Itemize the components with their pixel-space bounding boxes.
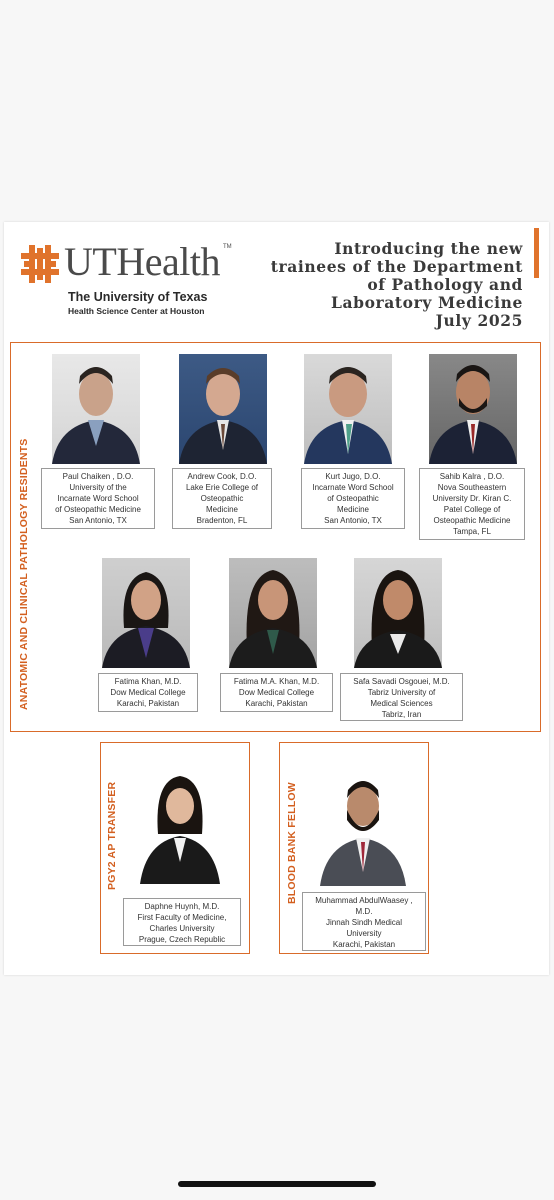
trainee-detail: Karachi, Pakistan <box>245 699 308 708</box>
trainee-photo <box>52 354 140 464</box>
trainee-detail: University of the <box>69 483 127 492</box>
trainee-caption <box>302 892 426 951</box>
trainee-detail: First Faculty of Medicine, <box>137 913 227 922</box>
trainee-detail: Jinnah Sindh Medical <box>325 918 403 927</box>
section-label-pgy2: PGY2 AP TRANSFER <box>106 781 118 890</box>
title-line: trainees of the Department <box>270 257 523 276</box>
trainee-name: Daphne Huynh, M.D. <box>144 902 220 911</box>
trainee-name: Fatima Khan, M.D. <box>114 677 182 686</box>
trainee-detail: M.D. <box>355 907 373 916</box>
home-indicator[interactable] <box>178 1181 376 1187</box>
trainee-detail: of Osteopathic Medicine <box>55 505 141 514</box>
trainee-detail: San Antonio, TX <box>69 516 127 525</box>
trainee-name: Sahib Kalra , D.O. <box>439 472 505 481</box>
trainee-detail: Lake Erie College of <box>185 483 259 492</box>
trainee-detail: Tampa, FL <box>453 527 491 536</box>
title-line: July 2025 <box>435 311 523 330</box>
trainee-detail: University Dr. Kiran C. <box>432 494 512 503</box>
logo-trademark: TM <box>223 244 232 250</box>
trainee-name: Paul Chaiken , D.O. <box>62 472 134 481</box>
trainee-detail: University <box>346 929 382 938</box>
section-label-ap-cp: ANATOMIC AND CLINICAL PATHOLOGY RESIDENTS <box>18 438 30 710</box>
trainee-caption <box>172 468 272 529</box>
center-name: Health Science Center at Houston <box>68 306 205 316</box>
trainee-caption <box>98 673 198 712</box>
trainee-caption <box>301 468 405 529</box>
trainee-photo <box>354 558 442 668</box>
trainee-photo <box>320 772 406 886</box>
trainee-detail: Bradenton, FL <box>196 516 248 525</box>
trainee-detail: San Antonio, TX <box>324 516 382 525</box>
uthealth-logo-icon <box>21 245 59 283</box>
trainee-caption <box>419 468 525 540</box>
trainee-name: Muhammad AbdulWaasey , <box>315 896 413 905</box>
trainee-detail: Patel College of <box>443 505 501 514</box>
trainee-caption <box>220 673 333 712</box>
trainee-photo <box>229 558 317 668</box>
trainee-caption <box>123 898 241 946</box>
trainee-detail: Medicine <box>336 505 369 514</box>
university-name: The University of Texas <box>68 290 208 304</box>
trainee-detail: Incarnate Word School <box>57 494 139 503</box>
trainee-detail: Osteopathic Medicine <box>433 516 511 525</box>
trainee-caption <box>340 673 463 721</box>
title-line: of Pathology and <box>367 275 523 294</box>
title-line: Introducing the new <box>334 239 523 258</box>
trainee-caption <box>41 468 155 529</box>
logo-wordmark: UTHealth <box>64 239 220 284</box>
trainee-detail: Medicine <box>205 505 238 514</box>
section-label-blood-bank: BLOOD BANK FELLOW <box>286 782 298 904</box>
title-line: Laboratory Medicine <box>331 293 523 312</box>
trainee-photo <box>140 770 220 884</box>
trainee-name: Andrew Cook, D.O. <box>187 472 257 481</box>
trainee-name: Kurt Jugo, D.O. <box>325 472 381 481</box>
trainee-photo <box>429 354 517 464</box>
trainee-name: Safa Savadi Osgouei, M.D. <box>353 677 450 686</box>
accent-bar <box>534 228 539 278</box>
poster-title <box>271 240 523 330</box>
trainee-detail: Dow Medical College <box>110 688 186 697</box>
trainee-detail: Prague, Czech Republic <box>138 935 226 944</box>
trainee-detail: of Osteopathic <box>327 494 379 503</box>
trainee-detail: Tabriz, Iran <box>381 710 422 719</box>
trainee-detail: Charles University <box>149 924 215 933</box>
trainee-photo <box>102 558 190 668</box>
trainee-detail: Tabriz University of <box>367 688 436 697</box>
trainee-detail: Karachi, Pakistan <box>116 699 180 708</box>
trainee-detail: Karachi, Pakistan <box>332 940 396 949</box>
trainee-detail: Dow Medical College <box>238 688 315 697</box>
announcement-poster <box>4 222 549 975</box>
trainee-name: Fatima M.A. Khan, M.D. <box>233 677 320 686</box>
trainee-photo <box>304 354 392 464</box>
trainee-detail: Incarnate Word School <box>312 483 394 492</box>
trainee-photo <box>179 354 267 464</box>
trainee-detail: Nova Southeastern <box>437 483 507 492</box>
trainee-detail: Osteopathic <box>200 494 244 503</box>
trainee-detail: Medical Sciences <box>370 699 433 708</box>
